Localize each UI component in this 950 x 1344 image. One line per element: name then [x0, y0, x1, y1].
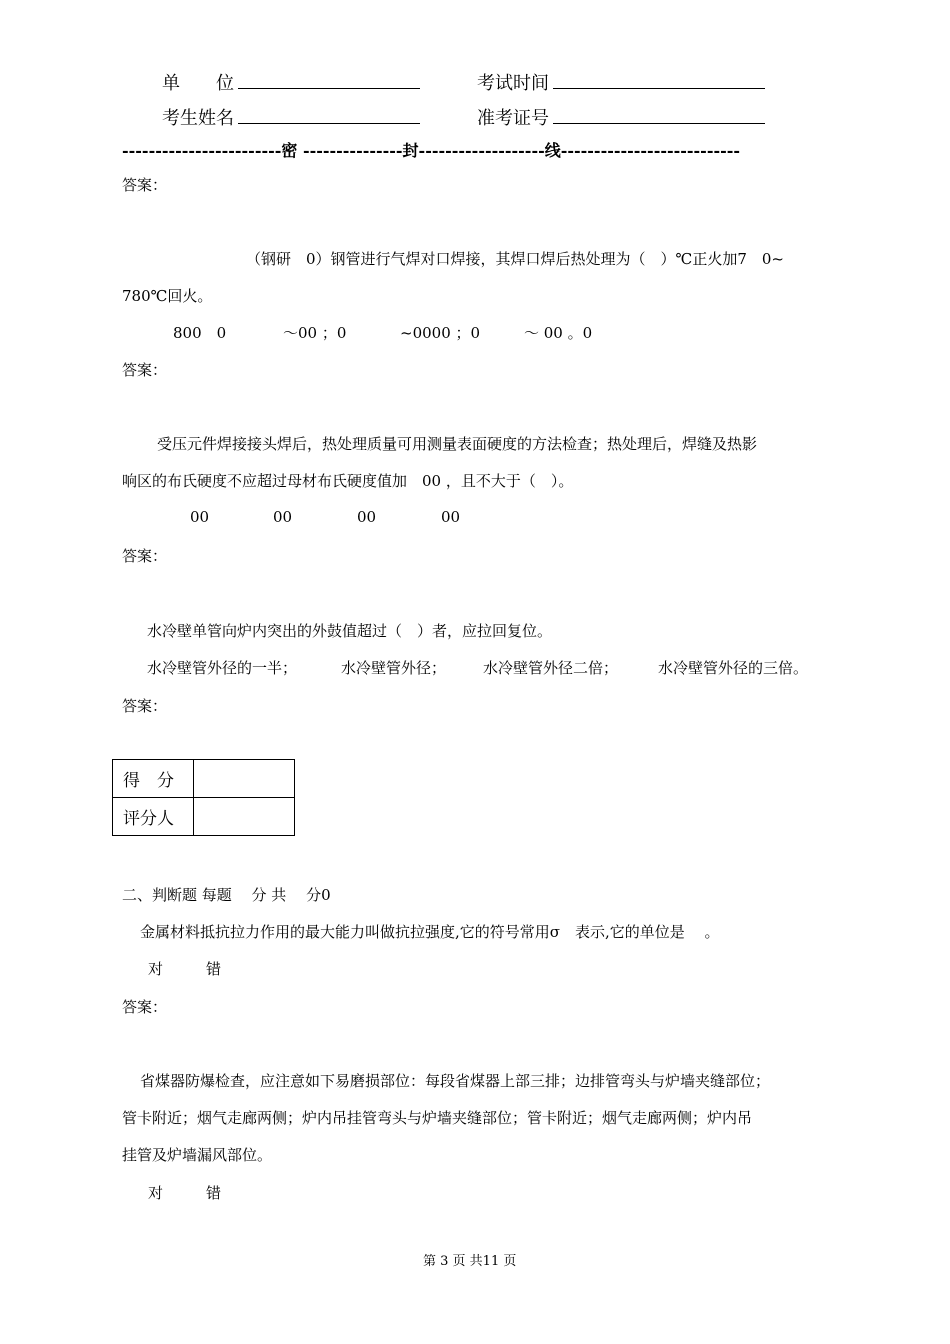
- option-true[interactable]: 对: [148, 960, 164, 978]
- grader-label: 评分人: [113, 798, 194, 836]
- question-stem: 挂管及炉墙漏风部位。: [122, 1146, 273, 1164]
- name-label: 考生姓名: [162, 108, 234, 129]
- name-field[interactable]: [238, 123, 420, 124]
- page-number: 第 3 页 共11 页: [423, 1254, 517, 1269]
- option-a[interactable]: 00: [190, 508, 210, 526]
- option-c[interactable]: ~0000 ；0: [400, 324, 481, 342]
- answer-label: 答案：: [122, 361, 168, 379]
- option-d[interactable]: 00: [441, 508, 461, 526]
- option-b[interactable]: ～00 ；0: [283, 324, 347, 342]
- option-false[interactable]: 错: [206, 1184, 222, 1202]
- ticket-field[interactable]: [553, 123, 765, 124]
- question-stem: 水冷壁单管向炉内突出的外鼓值超过（ ）者，应拉回复位。: [147, 622, 553, 640]
- option-d[interactable]: ～ 00 。0: [524, 324, 593, 342]
- exam-time-label: 考试时间: [477, 73, 549, 94]
- option-false[interactable]: 错: [206, 960, 222, 978]
- grader-cell[interactable]: [194, 798, 295, 836]
- score-cell[interactable]: [194, 760, 295, 798]
- seal-line: ------------------------密 ---------------封-------------------线---------------------------: [122, 141, 741, 160]
- option-c[interactable]: 水冷壁管外径二倍；: [483, 659, 619, 677]
- option-true[interactable]: 对: [148, 1184, 164, 1202]
- question-stem: 省煤器防爆检查，应注意如下易磨损部位：每段省煤器上部三排；边排管弯头与炉墙夹缝部位；: [140, 1072, 771, 1090]
- answer-label: 答案：: [122, 547, 168, 565]
- question-stem: 780℃回火。: [122, 287, 213, 305]
- answer-label: 答案：: [122, 998, 168, 1016]
- question-stem: 受压元件焊接接头焊后，热处理质量可用测量表面硬度的方法检查；热处理后，焊缝及热影: [157, 435, 758, 453]
- option-b[interactable]: 00: [273, 508, 293, 526]
- ticket-label: 准考证号: [477, 108, 549, 129]
- score-label: 得 分: [113, 760, 194, 798]
- unit-field[interactable]: [238, 88, 420, 89]
- answer-label: 答案：: [122, 697, 168, 715]
- option-d[interactable]: 水冷壁管外径的三倍。: [658, 659, 809, 677]
- unit-label: 单 位: [162, 73, 234, 94]
- section-title: 二、判断题 每题 分 共 分0: [122, 886, 331, 904]
- question-stem: （钢研 0）钢管进行气焊对口焊接，其焊口焊后热处理为（ ）℃正火加7 0~: [246, 250, 784, 268]
- option-a[interactable]: 800 0: [173, 324, 227, 342]
- question-stem: 响区的布氏硬度不应超过母材布氏硬度值加 00 ，且不大于（ ）。: [122, 472, 574, 490]
- option-c[interactable]: 00: [357, 508, 377, 526]
- answer-label: 答案：: [122, 176, 168, 194]
- exam-time-field[interactable]: [553, 88, 765, 89]
- option-a[interactable]: 水冷壁管外径的一半；: [147, 659, 298, 677]
- question-stem: 金属材料抵抗拉力作用的最大能力叫做抗拉强度,它的符号常用σ 表示,它的单位是 。: [140, 923, 720, 941]
- score-table: [112, 759, 295, 836]
- question-stem: 管卡附近；烟气走廊两侧；炉内吊挂管弯头与炉墙夹缝部位；管卡附近；烟气走廊两侧；炉内吊: [122, 1109, 753, 1127]
- option-b[interactable]: 水冷壁管外径；: [341, 659, 447, 677]
